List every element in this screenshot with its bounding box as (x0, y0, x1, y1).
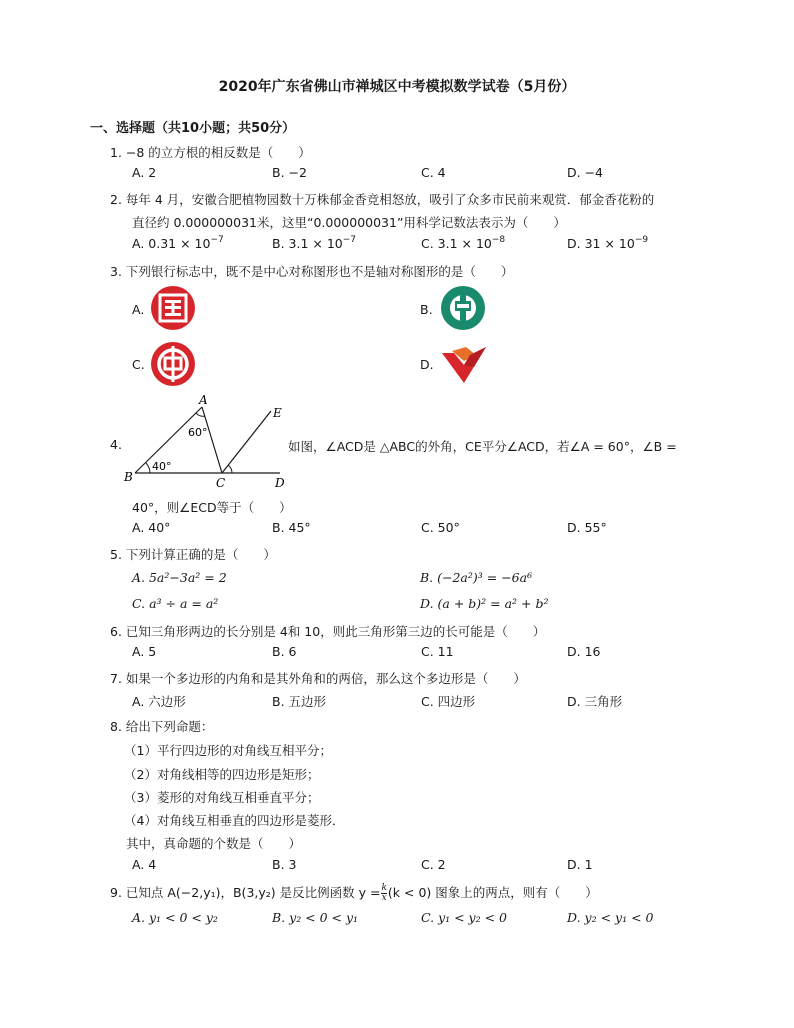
q7-option-c: C. 四边形 (421, 694, 476, 709)
question-1-stem: 1. −8 的立方根的相反数是（ ） (110, 145, 311, 160)
q8-option-c: C. 2 (421, 857, 446, 872)
q8-proposition-4: （4）对角线互相垂直的四边形是菱形． (124, 813, 345, 828)
q1-option-b: B. −2 (272, 165, 307, 180)
q8-proposition-3: （3）菱形的对角线互相垂直平分； (124, 790, 320, 805)
q5-option-c: C. a³ ÷ a = a² (132, 596, 219, 611)
q4-option-d: D. 55° (567, 520, 607, 535)
q8-proposition-2: （2）对角线相等的四边形是矩形； (124, 767, 320, 782)
fig-label-b: B (124, 470, 133, 484)
q1-option-a: A. 2 (132, 165, 157, 180)
q5-option-a: A. 5a²−3a² = 2 (132, 570, 227, 585)
q6-option-d: D. 16 (567, 644, 601, 659)
q5-option-b: B. (−2a²)³ = −6a⁶ (420, 570, 533, 585)
q4-option-c: C. 50° (421, 520, 460, 535)
q3-option-b: B. (420, 302, 433, 317)
fig-label-d: D (275, 476, 285, 490)
bank-logo-b-icon (440, 285, 486, 331)
question-9-stem: 9. 已知点 A(−2,y₁)，B(3,y₂) 是反比例函数 y = $\frac{k}{x}$ (k < 0) 图象上的两点，则有（ ） (110, 883, 598, 903)
section-heading: 一、选择题（共10小题；共50分） (90, 121, 296, 136)
q2-option-c: C. $3.1 \times 10^{-8}$ (421, 235, 506, 251)
question-2-line2: 直径约 0.000000031米，这里“0.000000031”用科学记数法表示为（ ） (132, 215, 566, 230)
fig-label-e: E (273, 406, 282, 420)
page-title: 2020年广东省佛山市禅城区中考模拟数学试卷（5月份） (218, 79, 576, 95)
bank-logo-a-icon (150, 285, 196, 331)
q4-option-a: A. 40° (132, 520, 171, 535)
q4-triangle-figure (120, 393, 300, 493)
q8-option-a: A. 4 (132, 857, 157, 872)
q6-option-c: C. 11 (421, 644, 454, 659)
q9-option-a: A. y₁ < 0 < y₂ (132, 910, 218, 925)
q1-option-d: D. −4 (567, 165, 603, 180)
q9-option-c: C. y₁ < y₂ < 0 (421, 910, 508, 925)
q2-option-d: D. $31 \times 10^{-9}$ (567, 235, 649, 251)
q7-option-d: D. 三角形 (567, 694, 623, 709)
question-5-stem: 5. 下列计算正确的是（ ） (110, 547, 276, 562)
question-4-line1: 如图，∠ACD是 △ABC的外角，CE平分∠ACD，若∠A = 60°，∠B = (288, 439, 677, 454)
q7-option-b: B. 五边形 (272, 694, 327, 709)
q8-question: 其中，真命题的个数是（ ） (126, 836, 302, 851)
q2-option-a: A. $0.31 \times 10^{-7}$ (132, 235, 224, 251)
q7-option-a: A. 六边形 (132, 694, 186, 709)
fig-label-c: C (216, 476, 226, 490)
q9-fraction: $\frac{k}{x}$ (381, 883, 387, 903)
question-4-number: 4. (110, 437, 122, 452)
bank-logo-d-icon (440, 343, 488, 387)
q3-option-a: A. (132, 302, 145, 317)
fig-label-a: A (199, 393, 208, 407)
q4-option-b: B. 45° (272, 520, 311, 535)
fig-angle-b: 40° (152, 460, 172, 473)
question-6-stem: 6. 已知三角形两边的长分别是 4和 10，则此三角形第三边的长可能是（ ） (110, 624, 546, 639)
question-2-line1: 2. 每年 4 月，安徽合肥植物园数十万株郁金香竞相怒放，吸引了众多市民前来观赏．郁金香花粉的 (110, 192, 655, 207)
q1-option-c: C. 4 (421, 165, 446, 180)
fig-angle-a: 60° (188, 426, 208, 439)
q8-option-b: B. 3 (272, 857, 297, 872)
q3-option-d: D. (420, 357, 434, 372)
question-7-stem: 7. 如果一个多边形的内角和是其外角和的两倍，那么这个多边形是（ ） (110, 671, 526, 686)
bank-logo-c-icon (150, 341, 196, 387)
question-8-stem: 8. 给出下列命题： (110, 719, 214, 734)
q8-proposition-1: （1）平行四边形的对角线互相平分； (124, 743, 332, 758)
q5-option-d: D. (a + b)² = a² + b² (420, 596, 549, 611)
q9-option-d: D. y₂ < y₁ < 0 (567, 910, 654, 925)
q3-option-c: C. (132, 357, 145, 372)
question-3-stem: 3. 下列银行标志中，既不是中心对称图形也不是轴对称图形的是（ ） (110, 264, 514, 279)
question-4-line2: 40°，则∠ECD等于（ ） (132, 500, 292, 515)
q6-option-b: B. 6 (272, 644, 297, 659)
q2-option-b: B. $3.1 \times 10^{-7}$ (272, 235, 357, 251)
q8-option-d: D. 1 (567, 857, 593, 872)
q9-option-b: B. y₂ < 0 < y₁ (272, 910, 359, 925)
q6-option-a: A. 5 (132, 644, 157, 659)
